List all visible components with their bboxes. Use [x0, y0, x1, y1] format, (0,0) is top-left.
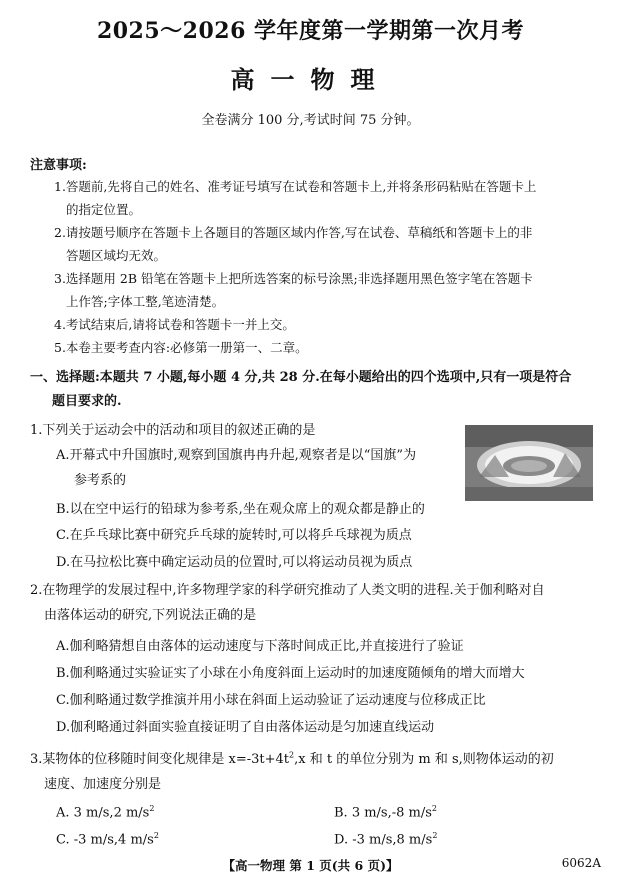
notice-line: 4.考试结束后,请将试卷和答题卡一并上交。 — [54, 317, 295, 332]
notice-list — [54, 175, 599, 359]
notice-heading: 注意事项: — [30, 158, 87, 173]
section-heading-line2: 题目要求的. — [52, 394, 122, 409]
option-text: C. -3 m/s,4 m/s — [56, 832, 154, 848]
question-3-stem-a: 3.某物体的位移随时间变化规律是 x=-3t+4t — [30, 752, 290, 768]
option-text: A. 3 m/s,2 m/s — [56, 805, 150, 821]
notice-line: 1.答题前,先将自己的姓名、准考证号填写在试卷和答题卡上,并将条形码粘贴在答题卡上 — [54, 179, 537, 194]
notice-line: 5.本卷主要考查内容:必修第一册第一、二章。 — [54, 340, 308, 355]
question-1-option-d: D.在马拉松比赛中确定运动员的位置时,可以将运动员视为质点 — [56, 555, 413, 570]
question-3-option-a — [56, 796, 154, 825]
question-1-option-c: C.在乒乓球比赛中研究乒乓球的旋转时,可以将乒乓球视为质点 — [56, 528, 412, 543]
question-1-option-a — [56, 443, 416, 493]
paper-code: 6062A — [561, 856, 601, 870]
notice-line: 2.请按题号顺序在答题卡上各题目的答题区域内作答,写在试卷、草稿纸和答题卡上的非 — [54, 225, 533, 240]
question-3-option-b — [334, 796, 437, 825]
section-heading-line1: 一、选择题:本题共 7 小题,每小题 4 分,共 28 分.在每小题给出的四个选项中,只有一项是符合 — [30, 370, 572, 385]
exam-info: 全卷满分 100 分,考试时间 75 分钟。 — [201, 113, 420, 128]
question-1-stem: 1.下列关于运动会中的活动和项目的叙述正确的是 — [30, 423, 316, 438]
question-2-option-d: D.伽利略通过斜面实验直接证明了自由落体运动是匀加速直线运动 — [56, 720, 435, 735]
option-text: B. 3 m/s,-8 m/s — [334, 805, 432, 821]
exam-title: 2025～2026 学年度第一学期第一次月考 — [96, 18, 525, 44]
squared-superscript: 2 — [432, 831, 438, 840]
question-3-stem — [30, 743, 602, 797]
option-text: D. -3 m/s,8 m/s — [334, 832, 433, 848]
squared-superscript: 2 — [153, 831, 159, 840]
notice-line: 答题区域均无效。 — [66, 248, 167, 263]
question-2-stem-line1: 2.在物理学的发展过程中,许多物理学家的科学研究推动了人类文明的进程.关于伽利略对自 — [30, 583, 545, 598]
squared-superscript: 2 — [149, 804, 155, 813]
question-2-option-a: A.伽利略猜想自由落体的运动速度与下落时间成正比,并直接进行了验证 — [56, 639, 464, 654]
stadium-photo — [465, 425, 593, 501]
subject-title: 高一物理 — [230, 65, 391, 94]
question-3-stem-line2: 速度、加速度分别是 — [44, 777, 162, 793]
question-2-option-b: B.伽利略通过实验证实了小球在小角度斜面上运动时的加速度随倾角的增大而增大 — [56, 666, 525, 681]
question-3-stem-b: ,x 和 t 的单位分别为 m 和 s,则物体运动的初 — [294, 752, 554, 768]
stadium-photo-graphic — [465, 425, 593, 501]
question-3-stem-line1 — [30, 752, 554, 767]
notice-line: 上作答;字体工整,笔迹清楚。 — [66, 294, 225, 309]
notice-line: 的指定位置。 — [66, 202, 142, 217]
notice-line: 3.选择题用 2B 铅笔在答题卡上把所选答案的标号涂黑;非选择题用黑色签字笔在答题卡 — [54, 271, 533, 286]
page-footer: 【高一物理 第 1 页(共 6 页)】 — [222, 858, 399, 873]
question-1-option-b: B.以在空中运行的铅球为参考系,坐在观众席上的观众都是静止的 — [56, 502, 425, 517]
option-text: A.开幕式中升国旗时,观察到国旗冉冉升起,观察者是以“国旗”为 — [56, 448, 417, 463]
squared-superscript: 2 — [431, 804, 437, 813]
question-3-option-d — [334, 823, 437, 852]
option-text-continued: 参考系的 — [74, 473, 127, 488]
squared-superscript: 2 — [289, 751, 295, 760]
question-2-option-c: C.伽利略通过数学推演并用小球在斜面上运动验证了运动速度与位移成正比 — [56, 693, 486, 708]
section-heading — [30, 366, 602, 414]
question-3-option-c — [56, 823, 159, 852]
question-2-stem-line2: 由落体运动的研究,下列说法正确的是 — [44, 608, 257, 623]
question-2-stem — [30, 578, 602, 628]
